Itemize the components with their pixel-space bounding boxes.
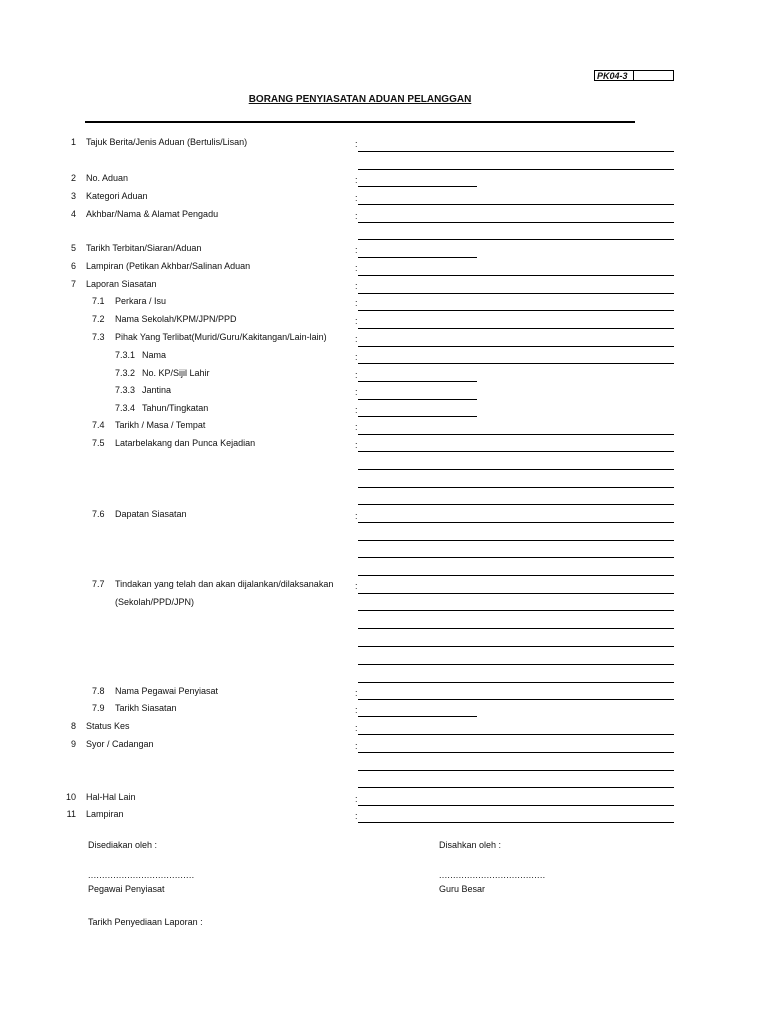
item-number: 7.7 <box>92 579 105 589</box>
item-number: 7.9 <box>92 703 105 713</box>
answer-line[interactable] <box>358 275 674 276</box>
answer-line[interactable] <box>358 664 674 665</box>
colon: : <box>355 352 358 362</box>
colon: : <box>355 334 358 344</box>
answer-line[interactable] <box>358 381 477 382</box>
colon: : <box>355 741 358 751</box>
item-label: Tarikh / Masa / Tempat <box>115 420 206 430</box>
item-label: Nama Sekolah/KPM/JPN/PPD <box>115 314 237 324</box>
answer-line[interactable] <box>358 699 674 700</box>
form-code-box <box>594 70 674 81</box>
colon: : <box>355 405 358 415</box>
item-number: 5 <box>70 243 76 253</box>
item-label: Nama <box>142 350 167 360</box>
item-number: 4 <box>70 209 76 219</box>
officer-signature-line[interactable]: ...................................... <box>88 870 195 880</box>
item-label: Perkara / Isu <box>115 296 167 306</box>
item-number: 7.3.3 <box>115 385 136 395</box>
item-number: 3 <box>70 191 76 201</box>
colon: : <box>355 139 358 149</box>
item-number: 7.1 <box>92 296 105 306</box>
answer-line[interactable] <box>358 169 674 170</box>
item-label: Pihak Yang Terlibat(Murid/Guru/Kakitangan/Lain-lain) <box>115 332 327 342</box>
answer-line[interactable] <box>358 222 674 223</box>
answer-line[interactable] <box>358 770 674 771</box>
answer-line[interactable] <box>358 752 674 753</box>
item-number: 9 <box>70 739 76 749</box>
answer-line[interactable] <box>358 399 477 400</box>
item-label: Status Kes <box>86 721 130 731</box>
answer-line[interactable] <box>358 451 674 452</box>
answer-line[interactable] <box>358 487 674 488</box>
item-number: 7.4 <box>92 420 105 430</box>
colon: : <box>355 245 358 255</box>
item-number: 7.2 <box>92 314 105 324</box>
colon: : <box>355 281 358 291</box>
item-number: 7.3.1 <box>115 350 136 360</box>
title-rule <box>85 121 635 123</box>
item-label: Tarikh Terbitan/Siaran/Aduan <box>86 243 202 253</box>
item-number: 2 <box>70 173 76 183</box>
item-number: 7.3 <box>92 332 105 342</box>
item-label: Jantina <box>142 385 172 395</box>
item-label: Akhbar/Nama & Alamat Pengadu <box>86 209 219 219</box>
form-title: BORANG PENYIASATAN ADUAN PELANGGAN <box>248 94 472 105</box>
item-label: Tajuk Berita/Jenis Aduan (Bertulis/Lisan) <box>86 137 248 147</box>
colon: : <box>355 316 358 326</box>
answer-line[interactable] <box>358 504 674 505</box>
answer-line[interactable] <box>358 557 674 558</box>
form-code: PK04-3 <box>597 71 628 81</box>
form-code-divider <box>633 71 634 80</box>
item-label: Laporan Siasatan <box>86 279 157 289</box>
item-number: 6 <box>70 261 76 271</box>
officer-title: Pegawai Penyiasat <box>88 884 165 894</box>
answer-line[interactable] <box>358 363 674 364</box>
item-label-continued: (Sekolah/PPD/JPN) <box>115 597 195 607</box>
item-label: No. KP/Sijil Lahir <box>142 368 210 378</box>
colon: : <box>355 688 358 698</box>
item-label: Tarikh Siasatan <box>115 703 177 713</box>
answer-line[interactable] <box>358 716 477 717</box>
colon: : <box>355 811 358 821</box>
item-label: Kategori Aduan <box>86 191 148 201</box>
answer-line[interactable] <box>358 434 674 435</box>
item-label: Tindakan yang telah dan akan dijalankan/dilaksanakan <box>115 579 334 589</box>
prepared-by-label: Disediakan oleh : <box>88 840 158 850</box>
item-label: No. Aduan <box>86 173 129 183</box>
answer-line[interactable] <box>358 310 674 311</box>
answer-line[interactable] <box>358 239 674 240</box>
answer-line[interactable] <box>358 257 477 258</box>
item-number: 7.5 <box>92 438 105 448</box>
approved-by-label: Disahkan oleh : <box>439 840 502 850</box>
item-label: Nama Pegawai Penyiasat <box>115 686 219 696</box>
answer-line[interactable] <box>358 610 674 611</box>
colon: : <box>355 193 358 203</box>
colon: : <box>355 794 358 804</box>
item-number: 1 <box>70 137 76 147</box>
item-number: 7.8 <box>92 686 105 696</box>
answer-line[interactable] <box>358 186 477 187</box>
item-label: Tahun/Tingkatan <box>142 403 209 413</box>
answer-line[interactable] <box>358 805 674 806</box>
item-label: Syor / Cadangan <box>86 739 154 749</box>
principal-title: Guru Besar <box>439 884 486 894</box>
colon: : <box>355 298 358 308</box>
answer-line[interactable] <box>358 151 674 152</box>
answer-line[interactable] <box>358 822 674 823</box>
item-number: 7.6 <box>92 509 105 519</box>
answer-line[interactable] <box>358 682 674 683</box>
report-date-label: Tarikh Penyediaan Laporan : <box>88 917 203 927</box>
principal-signature-line[interactable]: ...................................... <box>439 870 546 880</box>
colon: : <box>355 511 358 521</box>
colon: : <box>355 387 358 397</box>
colon: : <box>355 581 358 591</box>
colon: : <box>355 263 358 273</box>
item-number: 8 <box>70 721 76 731</box>
colon: : <box>355 723 358 733</box>
answer-line[interactable] <box>358 328 674 329</box>
colon: : <box>355 422 358 432</box>
answer-line[interactable] <box>358 522 674 523</box>
answer-line[interactable] <box>358 593 674 594</box>
colon: : <box>355 705 358 715</box>
colon: : <box>355 370 358 380</box>
item-label: Latarbelakang dan Punca Kejadian <box>115 438 256 448</box>
colon: : <box>355 440 358 450</box>
answer-line[interactable] <box>358 575 674 576</box>
item-label: Dapatan Siasatan <box>115 509 187 519</box>
answer-line[interactable] <box>358 628 674 629</box>
item-number: 11 <box>66 809 76 819</box>
item-number: 10 <box>65 792 76 802</box>
answer-line[interactable] <box>358 734 674 735</box>
answer-line[interactable] <box>358 416 477 417</box>
answer-line[interactable] <box>358 293 674 294</box>
colon: : <box>355 211 358 221</box>
item-label: Lampiran (Petikan Akhbar/Salinan Aduan <box>86 261 251 271</box>
colon: : <box>355 175 358 185</box>
answer-line[interactable] <box>358 787 674 788</box>
answer-line[interactable] <box>358 204 674 205</box>
answer-line[interactable] <box>358 540 674 541</box>
answer-line[interactable] <box>358 469 674 470</box>
item-number: 7.3.4 <box>115 403 136 413</box>
item-number: 7.3.2 <box>115 368 136 378</box>
answer-line[interactable] <box>358 646 674 647</box>
item-label: Hal-Hal Lain <box>86 792 136 802</box>
answer-line[interactable] <box>358 346 674 347</box>
item-label: Lampiran <box>86 809 124 819</box>
item-number: 7 <box>70 279 76 289</box>
